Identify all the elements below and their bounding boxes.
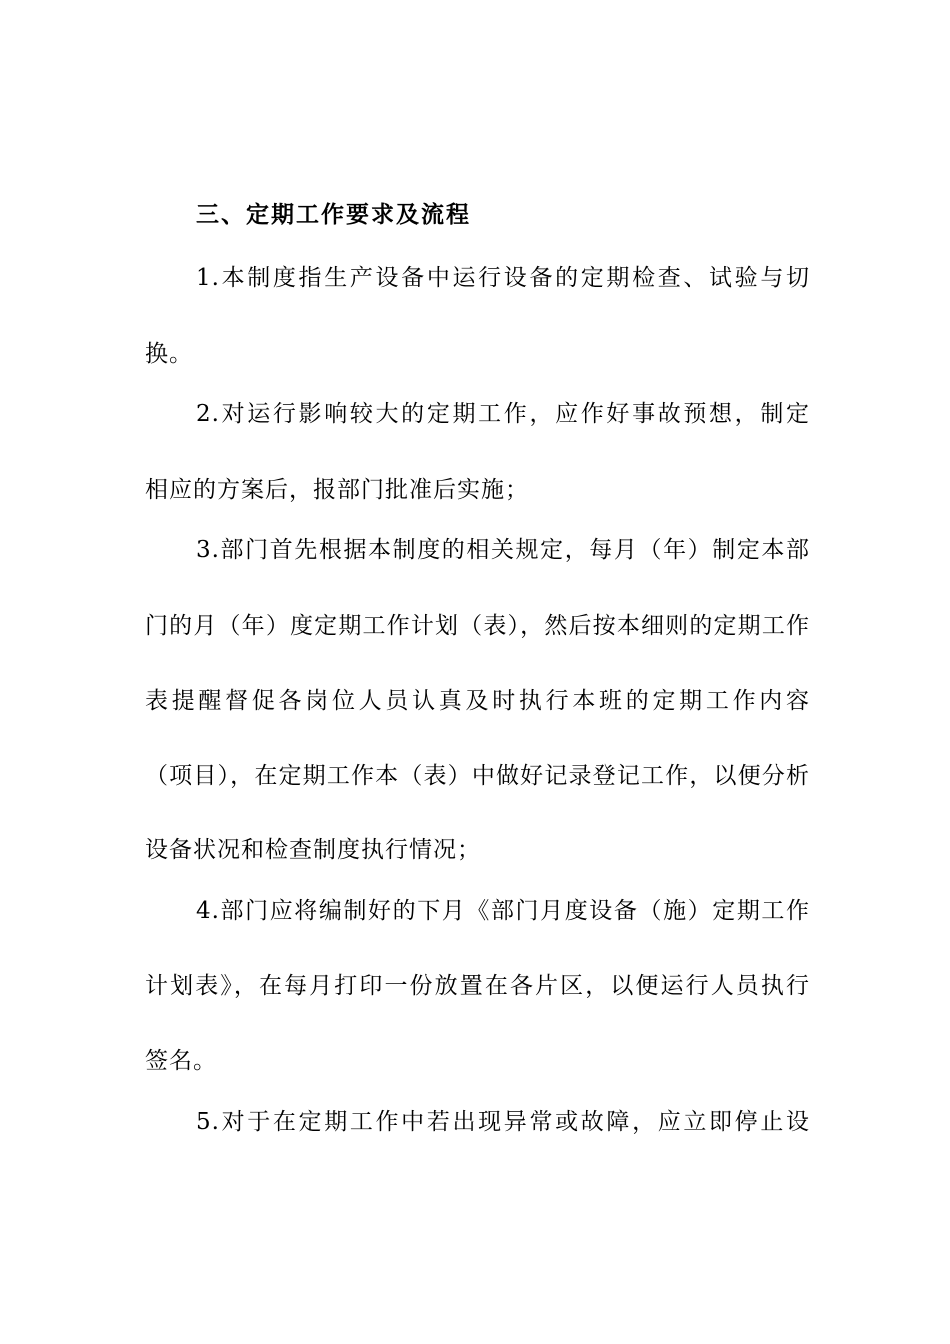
paragraph-line: 相应的方案后，报部门批准后实施；	[145, 477, 529, 503]
paragraph-line: 换。	[145, 341, 193, 367]
paragraph-line: 3.部门首先根据本制度的相关规定，每月（年）制定本部	[196, 537, 810, 563]
paragraph-line: 表提醒督促各岗位人员认真及时执行本班的定期工作内容	[145, 688, 810, 714]
paragraph-line: 计划表》，在每月打印一份放置在各片区，以便运行人员执行	[145, 973, 810, 999]
paragraph-line: 5.对于在定期工作中若出现异常或故障，应立即停止设	[196, 1109, 810, 1135]
section-heading: 三、定期工作要求及流程	[196, 201, 471, 228]
paragraph-line: 设备状况和检查制度执行情况；	[145, 837, 481, 863]
paragraph-line: 2.对运行影响较大的定期工作，应作好事故预想，制定	[196, 401, 810, 427]
paragraph-line: 4.部门应将编制好的下月《部门月度设备（施）定期工作	[196, 898, 810, 924]
paragraph-line: 1.本制度指生产设备中运行设备的定期检查、试验与切	[196, 265, 810, 291]
paragraph-line: 门的月（年）度定期工作计划（表），然后按本细则的定期工作	[145, 613, 810, 639]
paragraph-line: 签名。	[145, 1048, 217, 1074]
paragraph-line: （项目），在定期工作本（表）中做好记录登记工作，以便分析	[145, 763, 810, 789]
